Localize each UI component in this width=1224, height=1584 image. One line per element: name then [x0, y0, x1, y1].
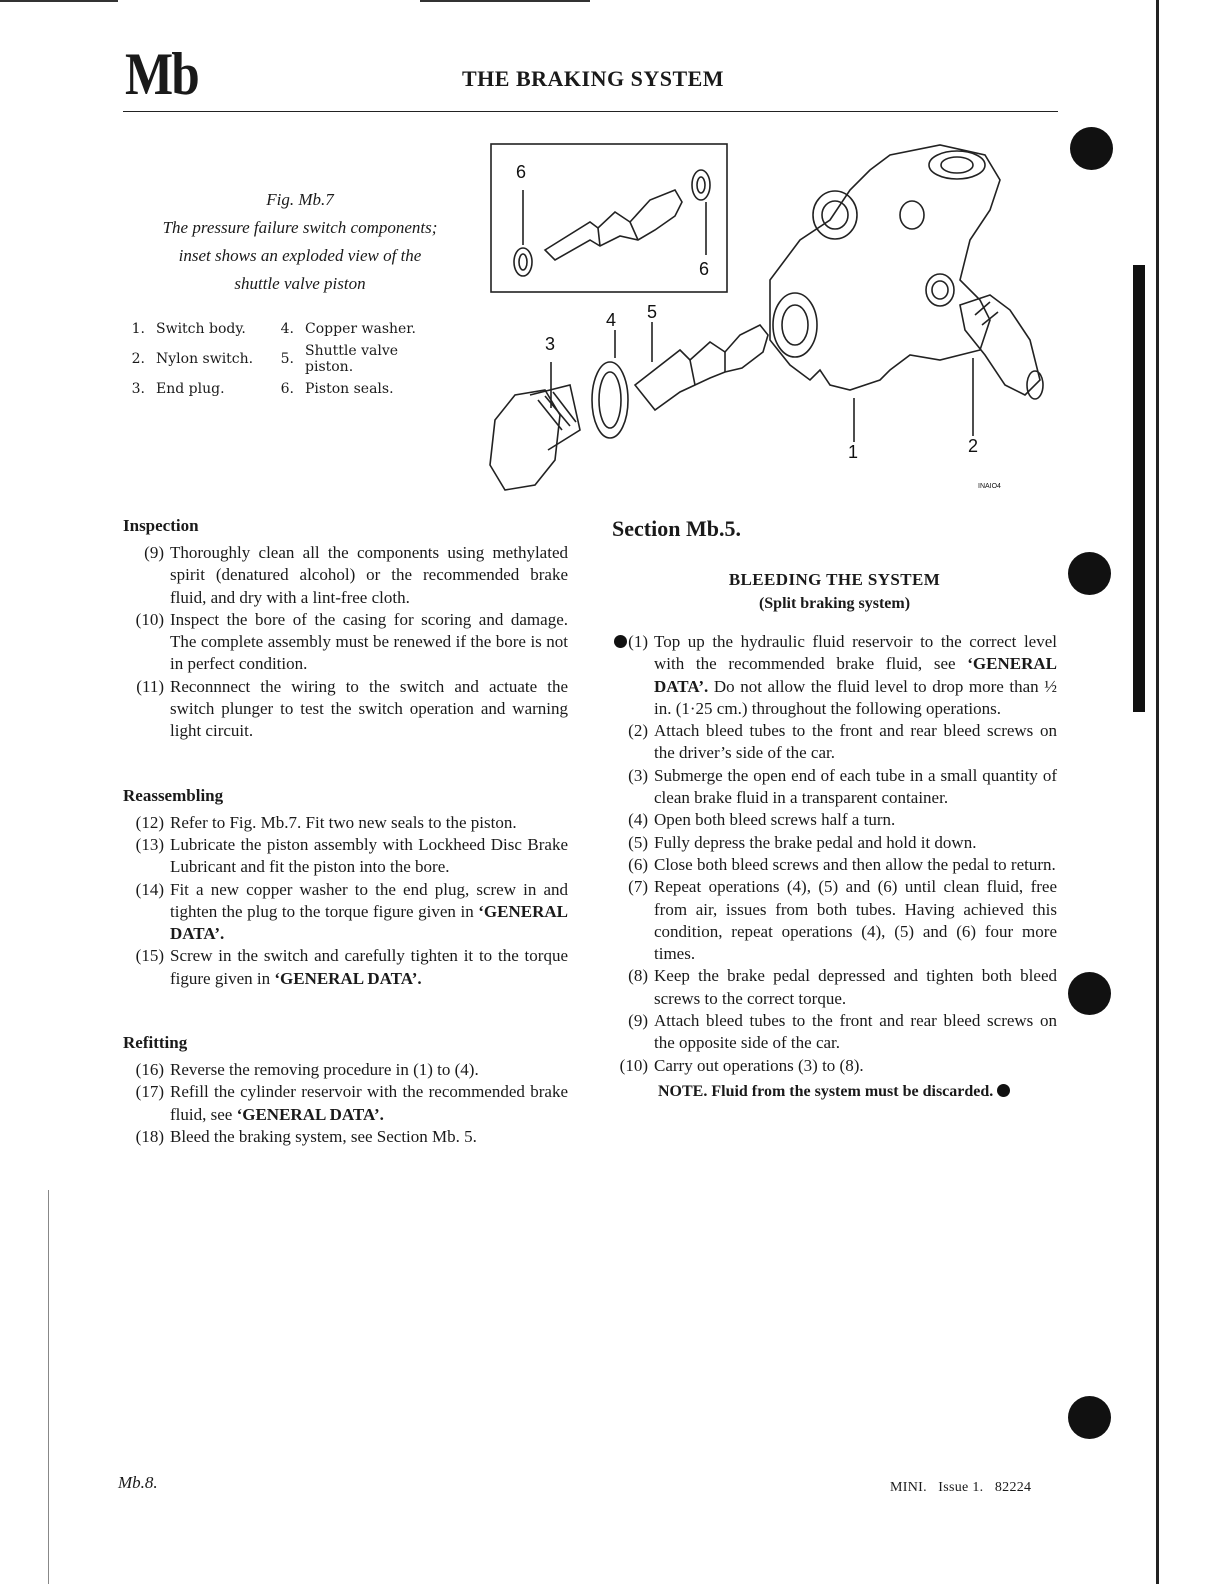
- item-number: (6): [628, 854, 648, 874]
- general-data-ref: ‘GENERAL DATA’.: [274, 968, 422, 988]
- callout-3: 3: [545, 334, 556, 354]
- item-number: (7): [628, 877, 648, 897]
- item-number: (13): [135, 834, 164, 854]
- item-number: (1): [612, 631, 654, 720]
- item-number: (3): [628, 765, 648, 785]
- item-number: (14): [135, 879, 164, 899]
- list-item: [612, 1055, 1057, 1077]
- item-text: Submerge the open end of each tube in a small quantity of clean brake fluid in a transparent container.: [654, 765, 1057, 808]
- caption-line: shuttle valve piston: [234, 274, 366, 293]
- inspection-list: [123, 542, 568, 743]
- item-number: (15): [135, 946, 164, 966]
- item-text: Reconnnect the wiring to the switch and actuate the switch plunger to test the switch operation and warning light circuit.: [170, 676, 568, 741]
- issue-reference: MINI. Issue 1. 82224: [890, 1480, 1032, 1495]
- list-item: [612, 854, 1057, 876]
- item-text: Repeat operations (4), (5) and (6) until clean fluid, free from air, issues from both tubes. Having achieved this condition, repeat operations (4), (5) and (6) four more times.: [654, 877, 1057, 964]
- item-number: (4): [628, 810, 648, 830]
- figure-legend: [125, 314, 423, 404]
- item-number: (8): [628, 966, 648, 986]
- margin-dot: [1068, 972, 1111, 1015]
- margin-bar: [1133, 265, 1145, 712]
- legend-text: End plug.: [156, 381, 225, 397]
- shuttle-piston-icon: [545, 190, 682, 260]
- page-title: THE BRAKING SYSTEM: [462, 66, 725, 91]
- bleeding-list: [612, 631, 1057, 1077]
- item-text: Fit a new copper washer to the end plug, screw in and tighten the plug to the torque figure given in ‘GENERAL DATA’.: [170, 879, 568, 944]
- list-item: [123, 1126, 568, 1148]
- left-column: [123, 516, 568, 1148]
- legend-row: [125, 344, 423, 374]
- legend-num: 6.: [280, 381, 294, 397]
- caption-line: inset shows an exploded view of the: [178, 246, 422, 265]
- refitting-heading: Refitting: [123, 1033, 188, 1053]
- page-edge: [1156, 0, 1159, 1584]
- reassembling-list: [123, 812, 568, 990]
- figure-caption: [125, 186, 475, 298]
- item-number: (17): [135, 1082, 164, 1102]
- item-text: Close both bleed screws and then allow the pedal to return.: [654, 854, 1056, 874]
- callout-2: 2: [968, 436, 979, 456]
- list-item: [123, 945, 568, 990]
- item-text: Attach bleed tubes to the front and rear bleed screws on the driver’s side of the car.: [654, 721, 1057, 763]
- list-item: [612, 876, 1057, 965]
- list-item: [123, 1059, 568, 1081]
- list-item: [123, 609, 568, 676]
- legend-num: 2.: [131, 351, 145, 367]
- item-number: (12): [135, 812, 164, 832]
- list-item: [123, 542, 568, 609]
- right-column: [612, 516, 1057, 1101]
- item-text: Bleed the braking system, see Section Mb. 5.: [170, 1126, 477, 1146]
- general-data-ref: ‘GENERAL DATA’.: [654, 654, 1057, 696]
- piston-seal-icon: [514, 248, 532, 276]
- legend-num: 3.: [131, 381, 145, 397]
- page-number: Mb.8.: [118, 1473, 158, 1492]
- refitting-list: [123, 1059, 568, 1148]
- item-number: (11): [136, 676, 164, 696]
- callout-5: 5: [647, 302, 658, 322]
- legend-num: 1.: [131, 321, 145, 337]
- inspection-heading: Inspection: [123, 516, 199, 535]
- list-item: [612, 720, 1057, 765]
- procedure-subtitle: (Split braking system): [758, 595, 911, 612]
- callout-4: 4: [606, 310, 617, 330]
- item-text: Refer to Fig. Mb.7. Fit two new seals to the piston.: [170, 812, 517, 832]
- item-text: Carry out operations (3) to (8).: [654, 1055, 864, 1075]
- margin-dot: [1068, 552, 1111, 595]
- caption-line: The pressure failure switch components;: [162, 218, 438, 237]
- margin-dot: [1068, 1396, 1111, 1439]
- copper-washer-icon: [592, 362, 628, 438]
- item-text: Attach bleed tubes to the front and rear bleed screws on the opposite side of the car.: [654, 1011, 1057, 1053]
- item-text: Thoroughly clean all the components using methylated spirit (denatured alcohol) or the recommended brake fluid, and dry with a lint-free cloth.: [170, 543, 568, 607]
- item-number: (9): [628, 1011, 648, 1031]
- item-number: (18): [135, 1126, 164, 1146]
- discard-note: NOTE. Fluid from the system must be discarded.: [612, 1083, 1057, 1101]
- item-text: Reverse the removing procedure in (1) to (4).: [170, 1060, 479, 1080]
- item-text: Open both bleed screws half a turn.: [654, 810, 896, 830]
- legend-text: Switch body.: [156, 321, 246, 337]
- item-number: (10): [619, 1055, 648, 1075]
- left-margin-line: [48, 1190, 49, 1584]
- list-item: [123, 879, 568, 946]
- procedure-title: BLEEDING THE SYSTEM: [728, 570, 941, 589]
- change-marker: [614, 635, 627, 648]
- reassembling-heading: Reassembling: [123, 785, 224, 805]
- legend-text: Piston seals.: [305, 381, 394, 397]
- end-marker: [997, 1084, 1010, 1097]
- item-text: Refill the cylinder reservoir with the recommended brake fluid, see ‘GENERAL DATA’.: [170, 1082, 568, 1124]
- item-text: Fully depress the brake pedal and hold it down.: [654, 832, 977, 852]
- legend-num: 4.: [280, 321, 294, 337]
- legend-num: 5.: [280, 351, 294, 367]
- header-rule: [123, 111, 1058, 112]
- list-item: [123, 1081, 568, 1126]
- list-item: [612, 832, 1057, 854]
- item-number: (5): [628, 832, 648, 852]
- pressure-switch-illustration: [470, 130, 1050, 500]
- legend-row: [125, 314, 423, 344]
- legend-text: Copper washer.: [305, 321, 416, 337]
- legend-row: [125, 374, 423, 404]
- shuttle-piston-icon: [635, 325, 768, 410]
- list-item: [612, 631, 1057, 720]
- list-item: [612, 765, 1057, 810]
- list-item: [612, 1010, 1057, 1055]
- section-title: Section Mb.5.: [612, 516, 741, 541]
- item-number: (2): [628, 721, 648, 741]
- list-item: [612, 809, 1057, 831]
- item-text: Screw in the switch and carefully tighten it to the torque figure given in ‘GENERAL DATA’.: [170, 946, 568, 988]
- callout-6: 6: [699, 259, 710, 279]
- item-text: Lubricate the piston assembly with Lockheed Disc Brake Lubricant and fit the piston into the bore.: [170, 834, 568, 877]
- list-item: [123, 676, 568, 743]
- callout-1: 1: [848, 442, 859, 462]
- legend-text: Shuttle valve piston.: [305, 343, 399, 375]
- caption-line: Fig. Mb.7: [266, 190, 334, 209]
- end-plug-icon: [490, 390, 560, 490]
- item-number: (16): [135, 1060, 164, 1080]
- section-letter: Mb: [125, 41, 199, 107]
- callout-6: 6: [516, 162, 527, 182]
- item-text: Keep the brake pedal depressed and tighten both bleed screws to the correct torque.: [654, 966, 1057, 1008]
- list-item: [612, 965, 1057, 1010]
- general-data-ref: ‘GENERAL DATA’.: [170, 901, 568, 944]
- legend-text: Nylon switch.: [156, 351, 254, 367]
- margin-dot: [1070, 127, 1113, 170]
- top-edge-line: [0, 0, 118, 2]
- list-item: [123, 834, 568, 879]
- figure-code: INAIO4: [978, 483, 1001, 490]
- item-text: Top up the hydraulic fluid reservoir to the correct level with the recommended brake fluid, see ‘GENERAL DATA’. Do not allow the fluid level to drop more than ½ in. (1·25 cm.) throughout the following operations.: [654, 632, 1057, 718]
- list-item: [123, 812, 568, 834]
- item-number: (10): [135, 609, 164, 629]
- general-data-ref: ‘GENERAL DATA’.: [236, 1104, 384, 1124]
- top-edge-line: [420, 0, 590, 2]
- item-number: (9): [144, 543, 164, 562]
- item-text: Inspect the bore of the casing for scoring and damage. The complete assembly must be renewed if the bore is not in perfect condition.: [170, 609, 568, 674]
